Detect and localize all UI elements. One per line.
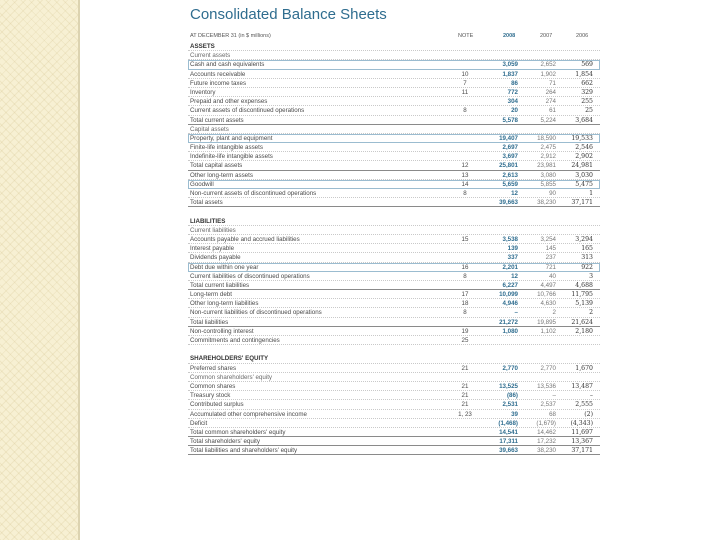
value-2007-cell: 1,102 [540,327,556,335]
value-2006-cell: 3,684 [575,116,593,124]
value-2007-cell: 4,630 [540,300,556,308]
value-2007-cell: 38,230 [537,447,556,455]
value-2006-cell: 13,487 [571,382,593,390]
value-2007-cell: 5,224 [540,116,556,124]
value-2007-cell: (1,679) [536,419,556,427]
value-2007-cell: 145 [545,245,556,253]
note-cell: 8 [463,272,467,280]
note-cell: 1, 23 [458,410,472,418]
table-caption: AT DECEMBER 31 (in $ millions) [190,33,271,39]
table-row [188,134,600,143]
value-2007-cell: 3,080 [540,171,556,179]
table-row [188,290,600,299]
row-label: Dividends payable [190,254,241,262]
value-2007-cell: 68 [549,410,556,418]
value-2008-cell: 39,663 [499,199,518,207]
value-2007-cell: 274 [545,98,556,106]
value-2008-cell: 20 [511,107,518,115]
table-row [188,263,600,272]
row-label: Current liabilities of discontinued operations [190,272,310,280]
value-2008-cell: 4,946 [502,300,518,308]
decorative-side-strip [0,0,80,540]
value-2007-cell: 18,590 [537,134,556,142]
value-2007-cell: 90 [549,190,556,197]
subheading-row [188,51,600,60]
row-label: Non-controlling interest [190,327,254,335]
value-2006-cell: 13,367 [571,438,593,446]
value-2007-cell: 17,232 [537,438,556,446]
note-cell: 8 [463,190,467,197]
row-label: Other long-term liabilities [190,300,259,308]
row-label: Total common shareholders' equity [190,428,286,436]
value-2008-cell: (1,468) [498,419,518,427]
value-2008-cell: – [514,309,518,317]
value-2007-cell: 1,902 [540,70,556,78]
value-2008-cell: 10,099 [499,291,518,299]
value-2008-cell: 1,837 [502,70,518,78]
row-label: Accumulated other comprehensive income [190,410,307,418]
row-label: Accounts payable and accrued liabilities [190,235,300,243]
value-2006-cell: 2,555 [575,401,593,409]
value-2006-cell: 11,795 [571,291,593,299]
table-row [188,253,600,262]
value-2007-cell: 4,497 [540,281,556,289]
note-cell: 21 [461,392,469,400]
value-2006-cell: 165 [581,245,593,253]
note-cell: 7 [463,79,467,87]
value-2006-cell: – [589,392,593,400]
note-cell: 21 [461,364,469,372]
value-2006-cell: 2,180 [575,327,593,335]
row-label: Interest payable [190,245,235,253]
table-row [188,143,600,152]
value-2006-cell: 37,171 [571,199,593,207]
table-row [188,336,600,345]
table-row [188,410,600,419]
table-row [188,171,600,180]
value-2006-cell: 25 [585,107,593,115]
spacer-row [188,207,600,216]
total-row [188,428,600,437]
note-cell: 18 [461,300,469,308]
value-2007-cell: 237 [545,254,556,262]
value-2007-cell: 13,536 [537,382,556,390]
total-row [188,437,600,446]
balance-sheet-document [188,0,600,540]
value-2006-cell: 2 [589,309,593,317]
row-label: Common shareholders' equity [190,373,273,381]
row-label: Non-current liabilities of discontinued operations [190,309,322,317]
row-label: Total current assets [190,116,244,124]
row-label: Future income taxes [190,79,247,87]
table-row [188,327,600,336]
value-2006-cell: (2) [584,410,593,418]
value-2008-cell: 139 [507,245,518,253]
value-2006-cell: 3 [589,272,593,280]
value-2007-cell: 264 [545,88,556,96]
value-2008-cell: 12 [511,272,518,280]
value-2008-cell: 19,407 [499,134,518,142]
row-label: Non-current assets of discontinued operations [190,190,317,197]
value-2007-cell: – [552,392,556,400]
value-2007-cell: 40 [549,272,556,280]
value-2006-cell: 11,697 [571,428,593,436]
table-row [188,244,600,253]
row-label: LIABILITIES [190,217,226,225]
row-label: Contributed surplus [190,401,244,409]
table-row [188,391,600,400]
table-row [188,70,600,79]
row-label: Current assets [190,52,231,60]
note-cell: 13 [461,171,469,179]
value-2006-cell: 19,533 [571,134,593,142]
value-2008-cell: 772 [507,88,518,96]
value-2007-cell: 2,912 [540,153,556,161]
value-2006-cell: 5,475 [575,180,593,188]
page-title: Consolidated Balance Sheets [190,6,387,23]
total-row [188,116,600,125]
note-cell: 25 [461,337,469,344]
note-cell: 17 [461,291,469,299]
row-label: Preferred shares [190,364,237,372]
spacer-row [188,345,600,354]
row-label: Total liabilities and shareholders' equity [190,447,298,455]
row-label: Total liabilities [190,318,229,326]
value-2007-cell: 2,770 [540,364,556,372]
value-2006-cell: 1 [589,190,593,197]
table-row [188,189,600,198]
total-row [188,198,600,207]
table-row [188,272,600,281]
value-2008-cell: 14,541 [499,428,518,436]
value-2008-cell: 2,201 [502,263,518,271]
value-2007-cell: 38,230 [537,199,556,207]
row-label: Current assets of discontinued operations [190,107,305,115]
column-header-2007: 2007 [540,33,553,39]
note-cell: 14 [461,180,469,188]
note-cell: 15 [461,235,469,243]
side-strip-edge [78,0,80,540]
row-label: Debt due within one year [190,263,259,271]
table-row [188,299,600,308]
value-2008-cell: 2,697 [502,144,518,152]
value-2007-cell: 19,895 [537,318,556,326]
value-2006-cell: 2,902 [575,153,593,161]
table-row [188,88,600,97]
value-2007-cell: 71 [549,79,556,87]
value-2008-cell: 17,311 [499,438,518,446]
value-2008-cell: 1,080 [502,327,518,335]
value-2008-cell: 86 [511,79,518,87]
row-label: Property, plant and equipment [190,134,273,142]
table-row [188,97,600,106]
row-label: Goodwill [190,180,214,188]
value-2006-cell: (4,343) [570,419,593,427]
value-2008-cell: 2,770 [502,364,518,372]
note-cell: 21 [461,401,469,409]
table-row [188,235,600,244]
row-label: Capital assets [190,125,229,133]
row-label: Common shares [190,382,236,390]
row-label: Prepaid and other expenses [190,98,268,106]
row-label: Other long-term assets [190,171,253,179]
note-cell: 8 [463,309,467,317]
subheading-row [188,125,600,134]
row-label: SHAREHOLDERS' EQUITY [190,355,269,363]
note-cell: 12 [461,162,469,170]
value-2008-cell: 5,659 [502,180,518,188]
value-2008-cell: 3,538 [502,235,518,243]
total-row [188,281,600,290]
value-2006-cell: 3,030 [575,171,593,179]
row-label: Treasury stock [190,392,231,400]
table-row [188,106,600,115]
row-label: Total current liabilities [190,281,250,289]
value-2006-cell: 24,981 [571,162,593,170]
value-2008-cell: 25,801 [499,162,518,170]
note-cell: 8 [463,107,467,115]
value-2006-cell: 569 [581,61,593,69]
value-2007-cell: 23,981 [537,162,556,170]
row-label: Inventory [190,88,216,96]
value-2008-cell: (86) [506,392,518,400]
value-2007-cell: 14,462 [537,428,556,436]
row-label: Commitments and contingencies [190,337,280,344]
row-label: Finite-life intangible assets [190,144,263,152]
value-2007-cell: 61 [549,107,556,115]
table-row [188,364,600,373]
note-cell: 10 [461,70,469,78]
value-2006-cell: 37,171 [571,447,593,455]
value-2007-cell: 2 [552,309,556,317]
value-2007-cell: 10,766 [537,291,556,299]
table-row [188,79,600,88]
row-label: Total capital assets [190,162,243,170]
row-label: Accounts receivable [190,70,246,78]
value-2008-cell: 3,059 [502,61,518,69]
value-2008-cell: 13,525 [499,382,518,390]
value-2006-cell: 662 [581,79,593,87]
row-label: Indefinite-life intangible assets [190,153,273,161]
value-2007-cell: 2,475 [540,144,556,152]
total-row [188,446,600,455]
value-2008-cell: 39 [511,410,518,418]
table-row [188,400,600,409]
subheading-row [188,373,600,382]
row-label: Total assets [190,199,223,207]
value-2006-cell: 5,139 [575,300,593,308]
row-label: Current liabilities [190,226,236,234]
value-2008-cell: 21,272 [499,318,518,326]
row-label: Long-term debt [190,291,232,299]
value-2006-cell: 2,546 [575,144,593,152]
note-cell: 21 [461,382,469,390]
total-row [188,161,600,170]
table-row [188,60,600,69]
table-row [188,419,600,428]
value-2006-cell: 255 [581,98,593,106]
value-2006-cell: 329 [581,88,593,96]
value-2007-cell: 5,855 [540,180,556,188]
note-cell: 16 [461,263,469,271]
section-heading-row [188,217,600,226]
row-label: Cash and cash equivalents [190,61,265,69]
table-row [188,180,600,189]
value-2007-cell: 721 [545,263,556,271]
table-row [188,382,600,391]
value-2008-cell: 337 [507,254,518,262]
section-heading-row [188,354,600,363]
value-2008-cell: 6,227 [502,281,518,289]
row-label: Total shareholders' equity [190,438,260,446]
value-2006-cell: 21,624 [571,318,593,326]
value-2008-cell: 2,613 [502,171,518,179]
note-cell: 19 [461,327,469,335]
row-label: Deficit [190,419,208,427]
value-2006-cell: 1,854 [575,70,593,78]
value-2008-cell: 2,531 [502,401,518,409]
value-2008-cell: 5,578 [502,116,518,124]
balance-sheet-table [188,42,600,455]
total-row [188,318,600,327]
value-2006-cell: 4,688 [575,281,593,289]
value-2006-cell: 922 [581,263,593,271]
value-2006-cell: 3,294 [575,235,593,243]
value-2008-cell: 304 [507,98,518,106]
value-2007-cell: 2,652 [540,61,556,69]
value-2006-cell: 313 [581,254,593,262]
value-2007-cell: 3,254 [540,235,556,243]
value-2008-cell: 3,697 [502,153,518,161]
subheading-row [188,226,600,235]
value-2008-cell: 12 [511,190,518,197]
row-label: ASSETS [190,43,215,50]
note-cell: 11 [461,88,469,96]
table-row [188,308,600,317]
column-header-2006: 2006 [576,33,589,39]
column-header-note: NOTE [458,33,474,39]
section-heading-row [188,42,600,51]
column-header-2008: 2008 [503,33,516,39]
value-2006-cell: 1,670 [575,364,593,372]
value-2008-cell: 39,663 [499,447,518,455]
table-row [188,152,600,161]
value-2007-cell: 2,537 [540,401,556,409]
